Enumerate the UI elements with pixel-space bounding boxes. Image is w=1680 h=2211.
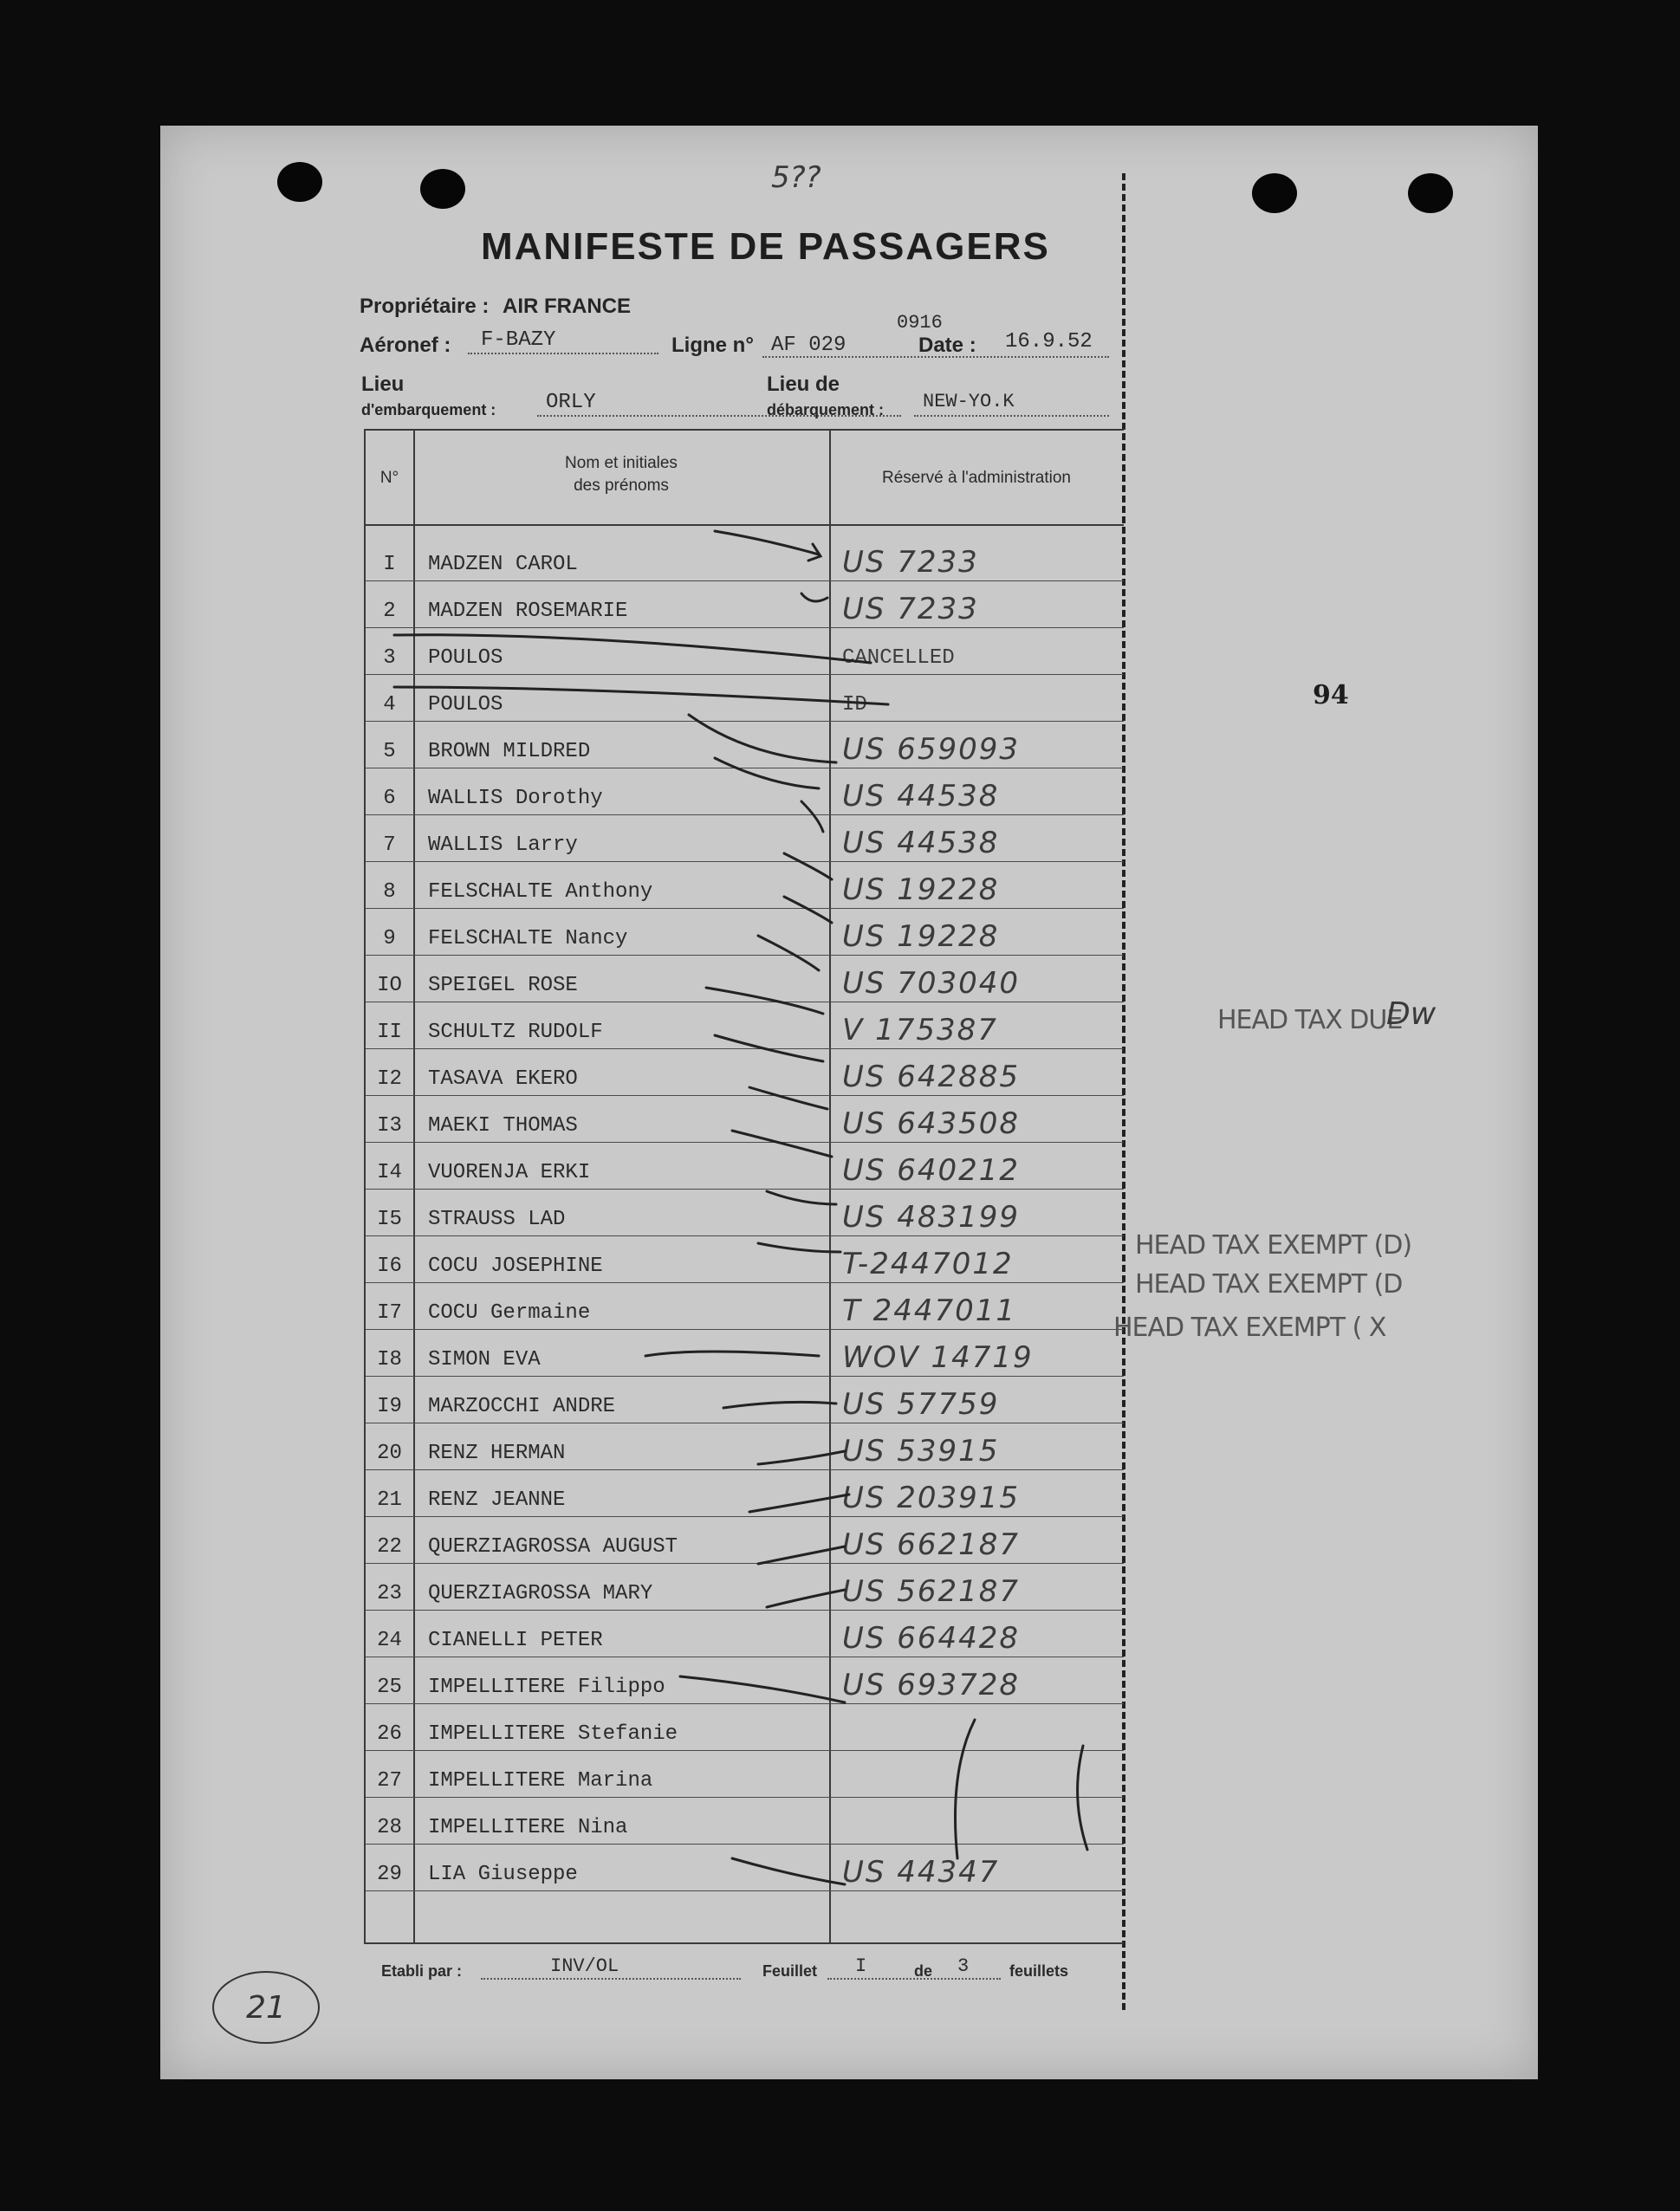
passenger-name: COCU JOSEPHINE <box>428 1255 603 1278</box>
col-header-name-2: des prénoms <box>574 477 669 495</box>
lieu-embarquement-label-2: d'embarquement : <box>361 401 496 418</box>
aeronef-value: F-BAZY <box>481 328 556 352</box>
page-number: 94 <box>1313 680 1349 710</box>
circled-sheet-number: 21 <box>212 1971 320 2044</box>
row-number: 5 <box>383 740 396 763</box>
passenger-name: WALLIS Dorothy <box>428 787 603 810</box>
row-number: 7 <box>383 833 396 857</box>
row-number: I6 <box>377 1255 402 1278</box>
row-number: I4 <box>377 1161 402 1184</box>
lieu-debarquement-label-1: Lieu de <box>767 373 840 396</box>
passenger-name: IMPELLITERE Stefanie <box>428 1722 678 1746</box>
passenger-name: CIANELLI PETER <box>428 1629 603 1652</box>
row-number: 21 <box>377 1488 402 1512</box>
admin-entry: US 44538 <box>842 826 1000 860</box>
etabli-label: Etabli par : <box>381 1962 463 1980</box>
row-number: 9 <box>383 927 396 950</box>
de-value: 3 <box>957 1955 970 1977</box>
row-number: 8 <box>383 880 396 904</box>
feuillet-label: Feuillet <box>762 1962 818 1980</box>
ligne-value: AF 029 <box>771 334 846 357</box>
passenger-name: MAEKI THOMAS <box>428 1114 578 1138</box>
passenger-name: BROWN MILDRED <box>428 740 591 763</box>
row-number: 22 <box>377 1535 402 1559</box>
page-title: MANIFESTE DE PASSAGERS <box>481 225 1050 268</box>
ligne-extra: 0916 <box>897 312 943 334</box>
proprietaire-label: Propriétaire : <box>360 295 490 318</box>
manifest-sheet <box>160 126 1538 2079</box>
row-number: I2 <box>377 1067 402 1091</box>
row-number: IO <box>377 974 402 997</box>
row-number: 4 <box>383 693 396 716</box>
stamp-exempt-3: HEAD TAX EXEMPT ( X <box>1113 1313 1386 1343</box>
passenger-name: QUERZIAGROSSA MARY <box>428 1582 653 1605</box>
col-header-no: N° <box>379 469 399 487</box>
admin-entry: US 483199 <box>842 1200 1021 1235</box>
date-value: 16.9.52 <box>1005 330 1093 353</box>
row-number: 27 <box>377 1769 402 1793</box>
passenger-name: IMPELLITERE Nina <box>428 1816 628 1839</box>
stamp-exempt-2: HEAD TAX EXEMPT (D <box>1135 1269 1403 1300</box>
passenger-name: LIA Giuseppe <box>428 1863 578 1886</box>
admin-entry: US 203915 <box>842 1481 1021 1515</box>
passenger-name: SPEIGEL ROSE <box>428 974 578 997</box>
passenger-name: FELSCHALTE Anthony <box>428 880 653 904</box>
row-number: I9 <box>377 1395 402 1418</box>
lieu-embarquement-label-1: Lieu <box>361 373 405 396</box>
passenger-name: MADZEN ROSEMARIE <box>428 600 628 623</box>
passenger-name: MARZOCCHI ANDRE <box>428 1395 616 1418</box>
passenger-name: STRAUSS LAD <box>428 1208 566 1231</box>
admin-entry: US 44347 <box>842 1855 1000 1890</box>
admin-entry: US 693728 <box>842 1668 1021 1702</box>
row-number: 28 <box>377 1816 402 1839</box>
passenger-name: IMPELLITERE Marina <box>428 1769 653 1793</box>
etabli-underline <box>481 1978 741 1980</box>
pencil-check-marks <box>160 126 1538 2079</box>
admin-entry: US 53915 <box>842 1434 1000 1469</box>
row-number: 26 <box>377 1722 402 1746</box>
row-number: 2 <box>383 600 396 623</box>
admin-entry: T-2447012 <box>842 1247 1014 1281</box>
row-number: 23 <box>377 1582 402 1605</box>
stamp-head-tax-due: HEAD TAX DUE <box>1217 1005 1403 1035</box>
lieu-debarquement-value: NEW-YO.K <box>923 391 1015 412</box>
passenger-name: POULOS <box>428 693 503 716</box>
admin-entry: US 642885 <box>842 1060 1021 1094</box>
passenger-name: WALLIS Larry <box>428 833 578 857</box>
row-number: 24 <box>377 1629 402 1652</box>
admin-entry: CANCELLED <box>842 646 955 670</box>
stamp-head-tax-due-suffix: Dw <box>1386 996 1437 1032</box>
col-header-name-1: Nom et initiales <box>565 454 678 472</box>
stamp-exempt-1: HEAD TAX EXEMPT (D) <box>1135 1230 1412 1261</box>
admin-entry: US 44538 <box>842 779 1000 814</box>
proprietaire-value: AIR FRANCE <box>503 295 631 318</box>
passenger-name: COCU Germaine <box>428 1301 591 1325</box>
admin-entry: US 659093 <box>842 732 1021 767</box>
etabli-value: INV/OL <box>550 1955 619 1977</box>
row-number: 3 <box>383 646 396 670</box>
admin-entry: US 7233 <box>842 592 979 626</box>
feuillet-value: I <box>855 1955 867 1977</box>
date-label: Date : <box>918 334 976 357</box>
admin-entry: US 640212 <box>842 1153 1021 1188</box>
feuillet-underline <box>827 1978 1001 1980</box>
passenger-name: SIMON EVA <box>428 1348 541 1371</box>
passenger-name: FELSCHALTE Nancy <box>428 927 628 950</box>
admin-entry: US 703040 <box>842 966 1021 1001</box>
passenger-name: RENZ JEANNE <box>428 1488 566 1512</box>
aeronef-label: Aéronef : <box>360 334 451 357</box>
admin-entry: WOV 14719 <box>842 1340 1034 1375</box>
col-header-admin: Réservé à l'administration <box>882 469 1071 487</box>
passenger-name: IMPELLITERE Filippo <box>428 1676 665 1699</box>
admin-entry: US 57759 <box>842 1387 1000 1422</box>
row-number: I5 <box>377 1208 402 1231</box>
admin-entry: US 7233 <box>842 545 979 580</box>
lieu-debarquement-label-2: débarquement : <box>767 401 885 418</box>
row-number: 29 <box>377 1863 402 1886</box>
admin-entry: US 19228 <box>842 872 1000 907</box>
passenger-name: MADZEN CAROL <box>428 553 578 576</box>
de-label: de <box>914 1962 933 1980</box>
row-number: I8 <box>377 1348 402 1371</box>
row-number: I <box>383 553 396 576</box>
admin-entry: US 664428 <box>842 1621 1021 1656</box>
passenger-name: POULOS <box>428 646 503 670</box>
row-number: I7 <box>377 1301 402 1325</box>
ligne-label: Ligne n° <box>671 334 754 357</box>
lieu-embarquement-value: ORLY <box>546 391 596 414</box>
admin-entry: US 643508 <box>842 1106 1021 1141</box>
passenger-name: RENZ HERMAN <box>428 1442 566 1465</box>
admin-entry: ID <box>842 693 867 716</box>
passenger-name: TASAVA EKERO <box>428 1067 578 1091</box>
passenger-name: QUERZIAGROSSA AUGUST <box>428 1535 678 1559</box>
row-number: 20 <box>377 1442 402 1465</box>
admin-entry: V 175387 <box>842 1013 998 1047</box>
admin-entry: T 2447011 <box>842 1294 1016 1328</box>
row-number: I3 <box>377 1114 402 1138</box>
admin-entry: US 19228 <box>842 919 1000 954</box>
admin-entry: US 562187 <box>842 1574 1021 1609</box>
passenger-name: VUORENJA ERKI <box>428 1161 591 1184</box>
feuillets-label: feuillets <box>1009 1962 1069 1980</box>
row-number: 6 <box>383 787 396 810</box>
admin-entry: US 662187 <box>842 1527 1021 1562</box>
passenger-name: SCHULTZ RUDOLF <box>428 1021 603 1044</box>
top-scrawl: 5?? <box>771 160 821 195</box>
row-number: II <box>377 1021 402 1044</box>
row-number: 25 <box>377 1676 402 1699</box>
